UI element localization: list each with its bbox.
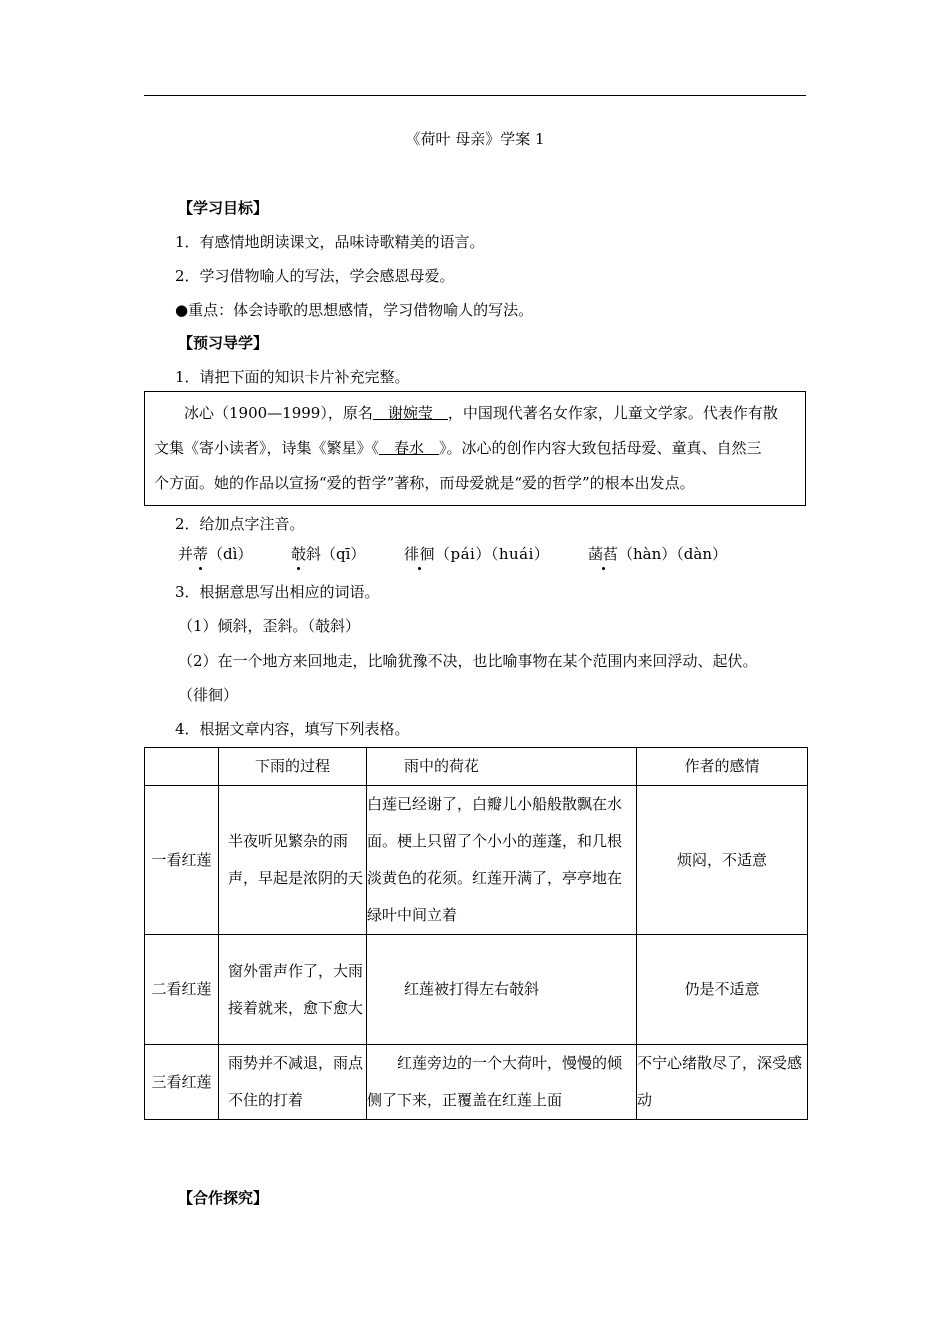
section-heading-objectives: 【学习目标】 xyxy=(178,199,269,217)
cell-process: 窗外雷声作了，大雨接着就来，愈下愈大 xyxy=(219,935,367,1045)
pinyin-reading: （hàn）（dàn） xyxy=(618,545,727,563)
table-row xyxy=(145,786,808,935)
cell-lotus: 白莲已经谢了，白瓣儿小船般散飘在水面。梗上只留了个小小的莲蓬，和几根淡黄色的花须。红莲开满了，亭亭地在绿叶中间立着 xyxy=(367,786,637,935)
table-header-cell: 作者的感情 xyxy=(637,748,808,786)
pinyin-word: 并 xyxy=(178,545,194,563)
card-text: 》。冰心的创作内容大致包括母爱、童真、自然三 xyxy=(439,439,762,457)
pinyin-reading: （dì） xyxy=(208,545,253,563)
section-heading-explore: 【合作探究】 xyxy=(178,1189,269,1207)
knowledge-card xyxy=(144,391,806,506)
question-1: 1．请把下面的知识卡片补充完整。 xyxy=(175,368,410,386)
pinyin-item xyxy=(178,543,252,564)
objective-item-2: 2．学习借物喻人的写法，学会感恩母爱。 xyxy=(175,267,455,285)
cell-process: 雨势并不减退，雨点不住的打着 xyxy=(219,1045,367,1120)
table-header-cell xyxy=(145,748,219,786)
question-3-item-2: （2）在一个地方来回地走，比喻犹豫不决，也比喻事物在某个范围内来回浮动、起伏。 xyxy=(178,652,758,670)
dotted-char: 菡萏 xyxy=(588,545,619,563)
header-rule xyxy=(144,95,806,96)
card-line-3: 个方面。她的作品以宣扬“爱的哲学”著称，而母爱就是“爱的哲学”的根本出发点。 xyxy=(154,474,695,492)
card-line-1 xyxy=(184,402,778,423)
question-3-item-1: （1）倾斜，歪斜。（攲斜） xyxy=(178,617,361,635)
pinyin-item xyxy=(404,543,549,564)
question-2: 2．给加点字注音。 xyxy=(175,515,305,533)
question-3: 3．根据意思写出相应的词语。 xyxy=(175,583,380,601)
pinyin-reading: （qī） xyxy=(321,545,366,563)
cell-lotus: 红莲旁边的一个大荷叶，慢慢的倾侧了下来，正覆盖在红莲上面 xyxy=(367,1045,637,1120)
key-point: ●重点：体会诗歌的思想感情，学习借物喻人的写法。 xyxy=(175,301,534,319)
table-row xyxy=(145,935,808,1045)
section-heading-preview: 【预习导学】 xyxy=(178,334,269,352)
row-label: 一看红莲 xyxy=(145,786,219,935)
table-header-cell xyxy=(367,748,637,786)
card-text: 文集《寄小读者》，诗集《繁星》《 xyxy=(154,439,380,457)
reading-table xyxy=(144,747,808,1120)
table-header-cell: 下雨的过程 xyxy=(219,748,367,786)
dotted-char: 蒂 xyxy=(193,545,209,563)
row-label: 三看红莲 xyxy=(145,1045,219,1120)
cell-lotus: 红莲被打得左右攲斜 xyxy=(367,935,637,1045)
objective-item-1: 1．有感情地朗读课文，品味诗歌精美的语言。 xyxy=(175,233,485,251)
dotted-char: 徘徊 xyxy=(404,545,436,563)
card-text: ，中国现代著名女作家，儿童文学家。代表作有散 xyxy=(447,404,778,422)
answer-poetry-collection: 春水 xyxy=(379,439,440,457)
pinyin-item xyxy=(291,543,365,564)
cell-feeling: 不宁心绪散尽了，深受感动 xyxy=(637,1045,808,1120)
table-row xyxy=(145,1045,808,1120)
table-header-row xyxy=(145,748,808,786)
card-line-2 xyxy=(154,437,762,458)
document-title: 《荷叶 母亲》学案 1 xyxy=(405,130,545,148)
card-text: 冰心（1900—1999），原名 xyxy=(184,404,373,422)
dotted-char: 攲 xyxy=(291,545,307,563)
row-label: 二看红莲 xyxy=(145,935,219,1045)
pinyin-item xyxy=(588,543,727,564)
question-4: 4．根据文章内容，填写下列表格。 xyxy=(175,720,410,738)
pinyin-word: 斜 xyxy=(306,545,322,563)
cell-process: 半夜听见繁杂的雨声，早起是浓阴的天 xyxy=(219,786,367,935)
cell-feeling: 仍是不适意 xyxy=(637,935,808,1045)
question-3-answer-2: （徘徊） xyxy=(178,686,239,704)
pinyin-reading: （pái）（huái） xyxy=(435,545,550,563)
answer-real-name: 谢婉莹 xyxy=(372,404,448,422)
cell-feeling: 烦闷，不适意 xyxy=(637,786,808,935)
header-text: 雨中的荷花 xyxy=(404,757,480,775)
